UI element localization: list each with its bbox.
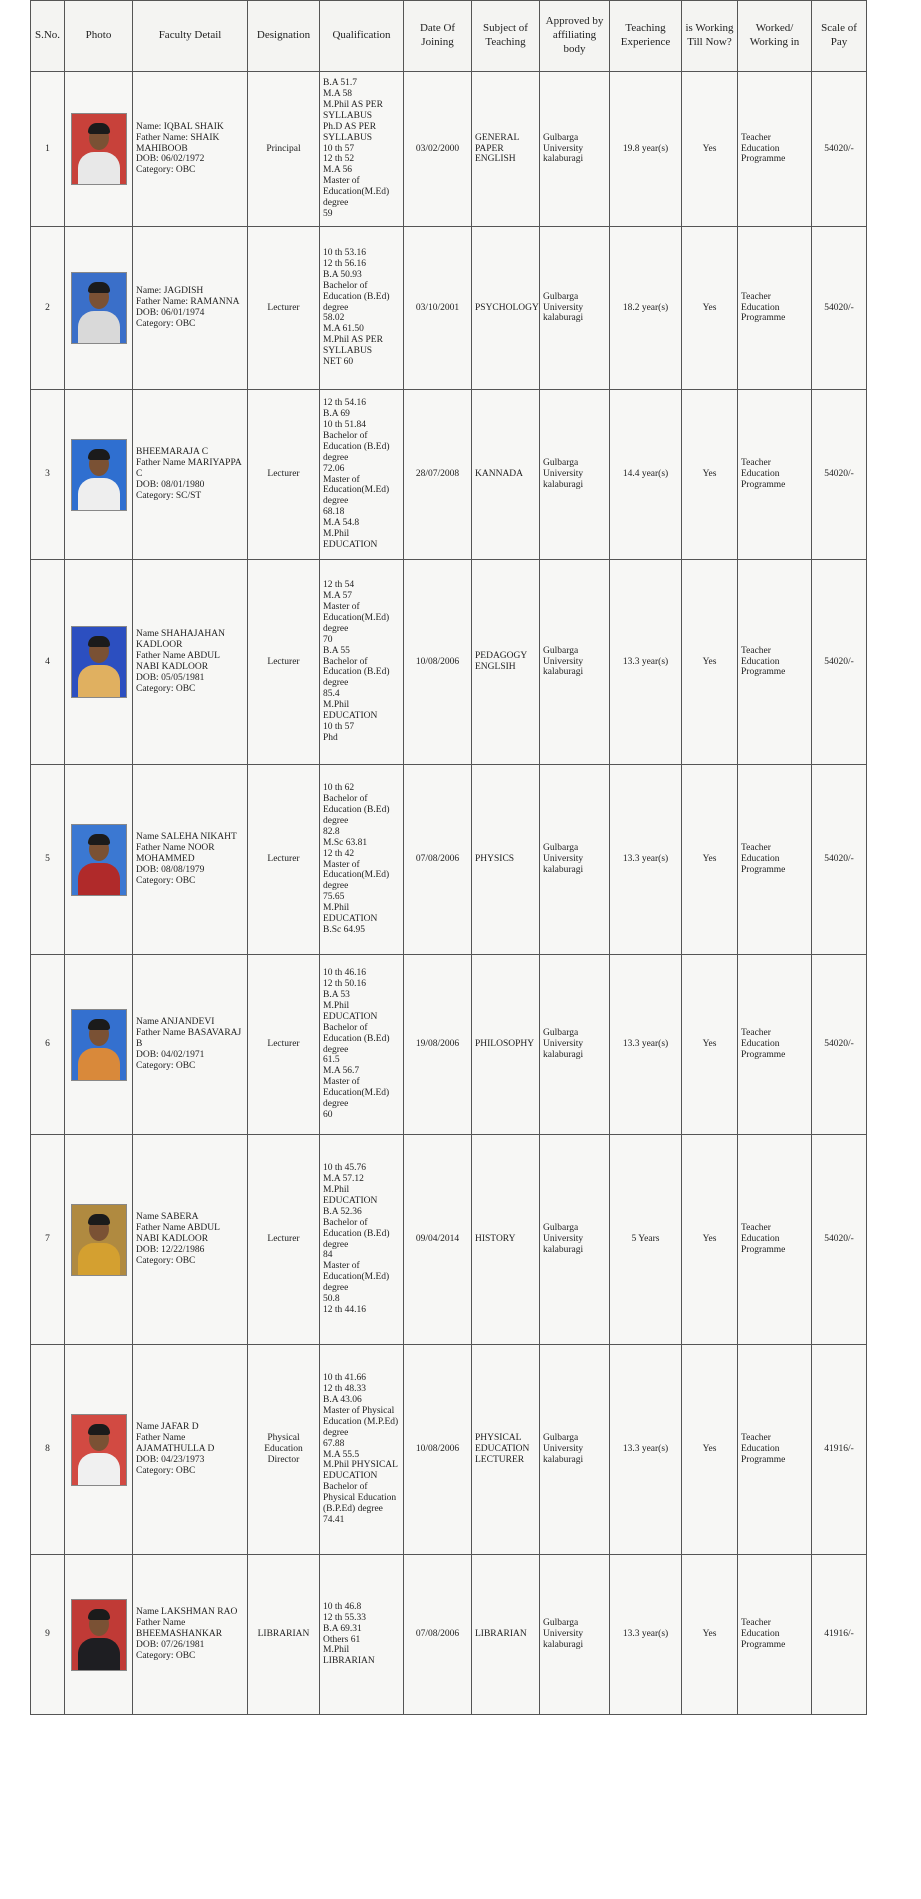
subject-of-teaching: KANNADA xyxy=(472,390,540,560)
header-subject: Subject of Teaching xyxy=(472,1,540,72)
approved-by: Gulbarga University kalaburagi xyxy=(540,1555,610,1715)
date-of-birth: DOB: 07/26/1981 xyxy=(136,1639,205,1650)
photo-cell xyxy=(65,955,133,1135)
scale-of-pay: 54020/- xyxy=(812,390,867,560)
faculty-photo xyxy=(71,1009,127,1081)
table-row xyxy=(31,560,867,765)
photo-cell xyxy=(65,1345,133,1555)
scale-of-pay: 54020/- xyxy=(812,227,867,390)
approved-by: Gulbarga University kalaburagi xyxy=(540,560,610,765)
faculty-detail xyxy=(133,955,248,1135)
qualification: 10 th 46.8 12 th 55.33 B.A 69.31 Others 61 M.Phil LIBRARIAN xyxy=(320,1555,404,1715)
photo-cell xyxy=(65,1135,133,1345)
date-of-birth: DOB: 04/23/1973 xyxy=(136,1454,205,1465)
table-row xyxy=(31,1345,867,1555)
faculty-name: BHEEMARAJA C xyxy=(136,447,209,458)
faculty-name: Name JAFAR D xyxy=(136,1422,199,1433)
serial-number: 3 xyxy=(31,390,65,560)
faculty-detail xyxy=(133,390,248,560)
qualification: 10 th 45.76 M.A 57.12 M.Phil EDUCATION B.A 52.36 Bachelor of Education (B.Ed) degree 84 Master of Education(M.Ed) degree 50.8 12 th 44.16 xyxy=(320,1135,404,1345)
faculty-photo xyxy=(71,824,127,896)
teaching-experience: 13.3 year(s) xyxy=(610,955,682,1135)
father-name: Father Name: RAMANNA xyxy=(136,297,240,308)
date-of-joining: 09/04/2014 xyxy=(404,1135,472,1345)
serial-number: 6 xyxy=(31,955,65,1135)
date-of-birth: DOB: 12/22/1986 xyxy=(136,1244,205,1255)
worked-in: Teacher Education Programme xyxy=(738,227,812,390)
scale-of-pay: 54020/- xyxy=(812,560,867,765)
teaching-experience: 18.2 year(s) xyxy=(610,227,682,390)
faculty-detail xyxy=(133,560,248,765)
subject-of-teaching: PEDAGOGY ENGLSIH xyxy=(472,560,540,765)
faculty-name: Name ANJANDEVI xyxy=(136,1017,215,1028)
subject-of-teaching: HISTORY xyxy=(472,1135,540,1345)
photo-cell xyxy=(65,390,133,560)
teaching-experience: 13.3 year(s) xyxy=(610,1345,682,1555)
date-of-birth: DOB: 06/02/1972 xyxy=(136,154,205,165)
approved-by: Gulbarga University kalaburagi xyxy=(540,72,610,227)
faculty-name: Name SALEHA NIKAHT xyxy=(136,832,237,843)
header-is-working: is Working Till Now? xyxy=(682,1,738,72)
faculty-table xyxy=(30,0,867,1715)
father-name: Father Name MARIYAPPA C xyxy=(136,458,242,480)
is-working: Yes xyxy=(682,72,738,227)
photo-cell xyxy=(65,72,133,227)
qualification: 10 th 53.16 12 th 56.16 B.A 50.93 Bachelor of Education (B.Ed) degree 58.02 M.A 61.50 M.Phil AS PER SYLLABUS NET 60 xyxy=(320,227,404,390)
is-working: Yes xyxy=(682,1135,738,1345)
faculty-name: Name SABERA xyxy=(136,1212,199,1223)
designation: Lecturer xyxy=(248,765,320,955)
faculty-photo xyxy=(71,1414,127,1486)
faculty-name: Name SHAHAJAHAN KADLOOR xyxy=(136,629,225,651)
designation: Lecturer xyxy=(248,955,320,1135)
table-row xyxy=(31,72,867,227)
faculty-detail xyxy=(133,1135,248,1345)
subject-of-teaching: PHYSICS xyxy=(472,765,540,955)
subject-of-teaching: GENERAL PAPER ENGLISH xyxy=(472,72,540,227)
photo-cell xyxy=(65,1555,133,1715)
faculty-photo xyxy=(71,113,127,185)
date-of-joining: 03/10/2001 xyxy=(404,227,472,390)
qualification: 12 th 54.16 B.A 69 10 th 51.84 Bachelor of Education (B.Ed) degree 72.06 Master of Education(M.Ed) degree 68.18 M.A 54.8 M.Phil EDUCATION xyxy=(320,390,404,560)
father-name: Father Name: SHAIK MAHIBOOB xyxy=(136,132,220,154)
father-name: Father Name BASAVARAJ B xyxy=(136,1028,242,1050)
header-designation: Designation xyxy=(248,1,320,72)
table-row xyxy=(31,1135,867,1345)
designation: Lecturer xyxy=(248,390,320,560)
header-sno: S.No. xyxy=(31,1,65,72)
photo-cell xyxy=(65,765,133,955)
header-approved-by: Approved by affiliating body xyxy=(540,1,610,72)
qualification: 10 th 46.16 12 th 50.16 B.A 53 M.Phil EDUCATION Bachelor of Education (B.Ed) degree 61.5 M.A 56.7 Master of Education(M.Ed) degree 60 xyxy=(320,955,404,1135)
faculty-detail xyxy=(133,1345,248,1555)
worked-in: Teacher Education Programme xyxy=(738,765,812,955)
faculty-photo xyxy=(71,439,127,511)
serial-number: 5 xyxy=(31,765,65,955)
header-date-of-joining: Date Of Joining xyxy=(404,1,472,72)
approved-by: Gulbarga University kalaburagi xyxy=(540,390,610,560)
qualification: 10 th 41.66 12 th 48.33 B.A 43.06 Master of Physical Education (M.P.Ed) degree 67.88 M.A 55.5 M.Phil PHYSICAL EDUCATION Bachelor of Physical Education (B.P.Ed) degree 74.41 xyxy=(320,1345,404,1555)
approved-by: Gulbarga University kalaburagi xyxy=(540,1345,610,1555)
serial-number: 4 xyxy=(31,560,65,765)
date-of-birth: DOB: 08/08/1979 xyxy=(136,864,205,875)
is-working: Yes xyxy=(682,560,738,765)
subject-of-teaching: PHYSICAL EDUCATION LECTURER xyxy=(472,1345,540,1555)
designation: Lecturer xyxy=(248,1135,320,1345)
designation: LIBRARIAN xyxy=(248,1555,320,1715)
is-working: Yes xyxy=(682,1345,738,1555)
teaching-experience: 5 Years xyxy=(610,1135,682,1345)
serial-number: 9 xyxy=(31,1555,65,1715)
photo-cell xyxy=(65,560,133,765)
category: Category: SC/ST xyxy=(136,490,202,501)
teaching-experience: 14.4 year(s) xyxy=(610,390,682,560)
father-name: Father Name BHEEMASHANKAR xyxy=(136,1618,223,1640)
category: Category: OBC xyxy=(136,683,196,694)
subject-of-teaching: LIBRARIAN xyxy=(472,1555,540,1715)
category: Category: OBC xyxy=(136,1060,196,1071)
designation: Lecturer xyxy=(248,560,320,765)
faculty-detail xyxy=(133,765,248,955)
table-row xyxy=(31,390,867,560)
father-name: Father Name ABDUL NABI KADLOOR xyxy=(136,651,220,672)
header-row xyxy=(31,1,867,72)
category: Category: OBC xyxy=(136,165,196,176)
faculty-photo xyxy=(71,1599,127,1671)
faculty-name: Name: JAGDISH xyxy=(136,286,204,297)
table-row xyxy=(31,1555,867,1715)
faculty-photo xyxy=(71,626,127,698)
teaching-experience: 13.3 year(s) xyxy=(610,765,682,955)
faculty-rows xyxy=(31,72,867,1715)
date-of-birth: DOB: 06/01/1974 xyxy=(136,308,205,318)
photo-cell xyxy=(65,227,133,390)
worked-in: Teacher Education Programme xyxy=(738,1345,812,1555)
header-scale-of-pay: Scale of Pay xyxy=(812,1,867,72)
teaching-experience: 13.3 year(s) xyxy=(610,560,682,765)
date-of-birth: DOB: 04/02/1971 xyxy=(136,1049,205,1060)
header-photo: Photo xyxy=(65,1,133,72)
qualification: 10 th 62 Bachelor of Education (B.Ed) degree 82.8 M.Sc 63.81 12 th 42 Master of Education(M.Ed) degree 75.65 M.Phil EDUCATION B.Sc 64.95 xyxy=(320,765,404,955)
header-worked-in: Worked/ Working in xyxy=(738,1,812,72)
is-working: Yes xyxy=(682,765,738,955)
designation: Principal xyxy=(248,72,320,227)
approved-by: Gulbarga University kalaburagi xyxy=(540,955,610,1135)
scale-of-pay: 54020/- xyxy=(812,1135,867,1345)
category: Category: OBC xyxy=(136,1465,196,1476)
faculty-name: Name: IQBAL SHAIK xyxy=(136,121,224,132)
date-of-joining: 10/08/2006 xyxy=(404,560,472,765)
worked-in: Teacher Education Programme xyxy=(738,955,812,1135)
faculty-document xyxy=(30,0,866,1715)
category: Category: OBC xyxy=(136,318,196,329)
table-row xyxy=(31,765,867,955)
date-of-joining: 19/08/2006 xyxy=(404,955,472,1135)
scale-of-pay: 54020/- xyxy=(812,765,867,955)
worked-in: Teacher Education Programme xyxy=(738,390,812,560)
is-working: Yes xyxy=(682,955,738,1135)
is-working: Yes xyxy=(682,1555,738,1715)
table-row xyxy=(31,227,867,390)
date-of-joining: 28/07/2008 xyxy=(404,390,472,560)
serial-number: 1 xyxy=(31,72,65,227)
scale-of-pay: 54020/- xyxy=(812,72,867,227)
date-of-joining: 10/08/2006 xyxy=(404,1345,472,1555)
qualification: 12 th 54 M.A 57 Master of Education(M.Ed) degree 70 B.A 55 Bachelor of Education (B.Ed) degree 85.4 M.Phil EDUCATION 10 th 57 Phd xyxy=(320,560,404,765)
designation: Physical Education Director xyxy=(248,1345,320,1555)
father-name: Father Name AJAMATHULLA D xyxy=(136,1433,215,1455)
faculty-detail xyxy=(133,1555,248,1715)
teaching-experience: 13.3 year(s) xyxy=(610,1555,682,1715)
date-of-joining: 07/08/2006 xyxy=(404,765,472,955)
faculty-detail xyxy=(133,227,248,390)
faculty-photo xyxy=(71,1204,127,1276)
serial-number: 8 xyxy=(31,1345,65,1555)
subject-of-teaching: PSYCHOLOGY xyxy=(472,227,540,390)
category: Category: OBC xyxy=(136,1650,196,1661)
date-of-joining: 07/08/2006 xyxy=(404,1555,472,1715)
scale-of-pay: 41916/- xyxy=(812,1555,867,1715)
designation: Lecturer xyxy=(248,227,320,390)
faculty-name: Name LAKSHMAN RAO xyxy=(136,1607,238,1618)
approved-by: Gulbarga University kalaburagi xyxy=(540,227,610,390)
date-of-birth: DOB: 05/05/1981 xyxy=(136,672,205,683)
teaching-experience: 19.8 year(s) xyxy=(610,72,682,227)
father-name: Father Name NOOR MOHAMMED xyxy=(136,843,215,865)
worked-in: Teacher Education Programme xyxy=(738,1555,812,1715)
subject-of-teaching: PHILOSOPHY xyxy=(472,955,540,1135)
worked-in: Teacher Education Programme xyxy=(738,560,812,765)
qualification: B.A 51.7 M.A 58 M.Phil AS PER SYLLABUS Ph.D AS PER SYLLABUS 10 th 57 12 th 52 M.A 56 Master of Education(M.Ed) degree 59 xyxy=(320,72,404,227)
serial-number: 7 xyxy=(31,1135,65,1345)
scale-of-pay: 54020/- xyxy=(812,955,867,1135)
is-working: Yes xyxy=(682,227,738,390)
header-qualification: Qualification xyxy=(320,1,404,72)
father-name: Father Name ABDUL NABI KADLOOR xyxy=(136,1223,220,1245)
date-of-birth: DOB: 08/01/1980 xyxy=(136,479,205,490)
approved-by: Gulbarga University kalaburagi xyxy=(540,1135,610,1345)
approved-by: Gulbarga University kalaburagi xyxy=(540,765,610,955)
header-faculty-detail: Faculty Detail xyxy=(133,1,248,72)
header-teaching-experience: Teaching Experience xyxy=(610,1,682,72)
worked-in: Teacher Education Programme xyxy=(738,72,812,227)
faculty-photo xyxy=(71,272,127,344)
table-row xyxy=(31,955,867,1135)
category: Category: OBC xyxy=(136,875,196,886)
category: Category: OBC xyxy=(136,1255,196,1266)
serial-number: 2 xyxy=(31,227,65,390)
scale-of-pay: 41916/- xyxy=(812,1345,867,1555)
worked-in: Teacher Education Programme xyxy=(738,1135,812,1345)
faculty-detail xyxy=(133,72,248,227)
date-of-joining: 03/02/2000 xyxy=(404,72,472,227)
is-working: Yes xyxy=(682,390,738,560)
